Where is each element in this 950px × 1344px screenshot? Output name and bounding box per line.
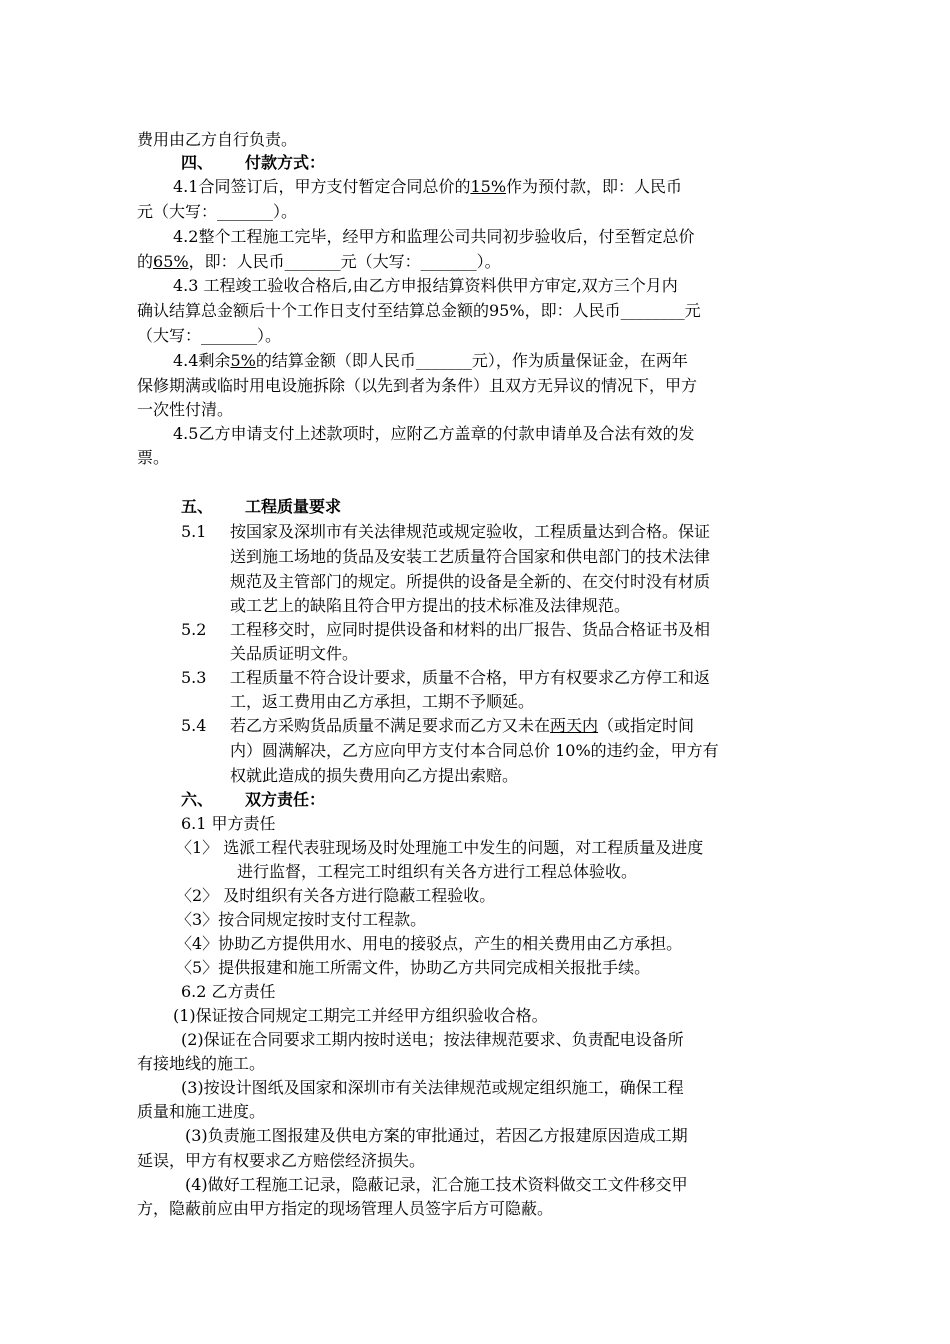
text-line: 保修期满或临时用电设施拆除（以先到者为条件）且双方无异议的情况下，甲方 — [137, 376, 698, 395]
text-line: 工，返工费用由乙方承担，工期不予顺延。 — [230, 692, 535, 711]
text-segment: 若乙方采购货品质量不满足要求而乙方又未在 — [230, 716, 551, 735]
text-segment: 的 — [137, 252, 154, 271]
section-heading-4 — [181, 151, 325, 175]
text-line: 权就此造成的损失费用向乙方提出索赔。 — [230, 766, 519, 785]
clause-4-1 — [173, 175, 682, 199]
clause-4-2: 4.2整个工程施工完毕，经甲方和监理公司共同初步验收后，付至暂定总价 — [173, 227, 695, 246]
text-line: 规范及主管部门的规定。所提供的设备是全新的、在交付时没有材质 — [230, 572, 711, 591]
text-line: 质量和施工进度。 — [137, 1102, 266, 1121]
text-line: 票。 — [137, 448, 170, 467]
text-line: 关品质证明文件。 — [230, 644, 359, 663]
section-heading-5 — [181, 495, 341, 519]
text-line: 延误，甲方有权要求乙方赔偿经济损失。 — [137, 1151, 426, 1170]
section-number: 五、 — [181, 497, 214, 516]
text-line: 进行监督，工程完工时组织有关各方进行工程总体验收。 — [237, 862, 638, 881]
clause-4-3: 4.3 工程竣工验收合格后,由乙方申报结算资料供甲方审定,双方三个月内 — [173, 276, 678, 295]
section-number: 六、 — [181, 790, 214, 809]
list-item: (2)保证在合同要求工期内按时送电；按法律规范要求、负责配电设备所 — [181, 1030, 684, 1049]
clause-number: 5.4 — [181, 716, 207, 735]
list-item: 〈2〉 及时组织有关各方进行隐蔽工程验收。 — [176, 886, 496, 905]
text-line: 费用由乙方自行负责。 — [137, 130, 298, 149]
list-item: (1)保证按合同规定工期完工并经甲方组织验收合格。 — [173, 1006, 548, 1025]
section-title: 工程质量要求 — [245, 497, 342, 516]
section-heading-6 — [181, 788, 325, 812]
underlined-value: 5% — [230, 351, 256, 370]
text-segment: 作为预付款，即：人民币 — [506, 177, 683, 196]
text-line: 方，隐蔽前应由甲方指定的现场管理人员签字后方可隐蔽。 — [137, 1199, 554, 1218]
clause-4-5: 4.5乙方申请支付上述款项时，应附乙方盖章的付款申请单及合法有效的发 — [173, 424, 695, 443]
section-title: 双方责任： — [245, 790, 326, 809]
section-number: 四、 — [181, 153, 214, 172]
text-line: 有接地线的施工。 — [137, 1054, 266, 1073]
list-item: (3)按设计图纸及国家和深圳市有关法律规范或规定组织施工，确保工程 — [181, 1078, 684, 1097]
text-segment: ，即：人民币_______元（大写：_______）。 — [188, 252, 501, 271]
text-line: 送到施工场地的货品及安装工艺质量符合国家和供电部门的技术法律 — [230, 547, 711, 566]
text-segment: 4.4剩余 — [173, 351, 231, 370]
clause-number: 5.3 — [181, 668, 207, 687]
clause-5-2: 工程移交时，应同时提供设备和材料的出厂报告、货品合格证书及相 — [230, 620, 711, 639]
list-item: 〈4〉协助乙方提供用水、用电的接驳点，产生的相关费用由乙方承担。 — [176, 934, 683, 953]
list-item: 〈5〉提供报建和施工所需文件，协助乙方共同完成相关报批手续。 — [176, 958, 651, 977]
subsection-6-1: 6.1 甲方责任 — [181, 814, 276, 833]
underlined-value: 两天内 — [550, 716, 599, 735]
text-line: （大写：_______）。 — [137, 326, 282, 345]
list-item: (4)做好工程施工记录，隐蔽记录，汇合施工技术资料做交工文件移交甲 — [185, 1175, 688, 1194]
underlined-value: 65% — [153, 252, 189, 271]
text-line: 一次性付清。 — [137, 400, 234, 419]
clause-5-1: 按国家及深圳市有关法律规范或规定验收，工程质量达到合格。保证 — [230, 522, 711, 541]
clause-4-4 — [173, 349, 688, 373]
text-segment: 的结算金额（即人民币_______元），作为质量保证金，在两年 — [255, 351, 688, 370]
subsection-6-2: 6.2 乙方责任 — [181, 982, 276, 1001]
list-item: 〈1〉 选派工程代表驻现场及时处理施工中发生的问题，对工程质量及进度 — [176, 838, 704, 857]
text-line: 确认结算总金额后十个工作日支付至结算总金额的95%，即：人民币________元 — [137, 301, 701, 320]
text-line — [137, 250, 501, 274]
section-title: 付款方式： — [245, 153, 326, 172]
list-item: 〈3〉按合同规定按时支付工程款。 — [176, 910, 427, 929]
list-item: (3)负责施工图报建及供电方案的审批通过，若因乙方报建原因造成工期 — [185, 1126, 688, 1145]
clause-number: 5.2 — [181, 620, 207, 639]
text-segment: 4.1合同签订后，甲方支付暂定合同总价的 — [173, 177, 471, 196]
text-segment: （或指定时间 — [598, 716, 695, 735]
underlined-value: 15% — [470, 177, 507, 196]
clause-number: 5.1 — [181, 522, 207, 541]
text-line: 元（大写：_______）。 — [137, 202, 298, 221]
clause-5-3: 工程质量不符合设计要求，质量不合格，甲方有权要求乙方停工和返 — [230, 668, 711, 687]
text-line: 内）圆满解决，乙方应向甲方支付本合同总价 10%的违约金，甲方有 — [230, 741, 719, 760]
clause-5-4 — [230, 714, 694, 738]
text-line: 或工艺上的缺陷且符合甲方提出的技术标准及法律规范。 — [230, 596, 631, 615]
